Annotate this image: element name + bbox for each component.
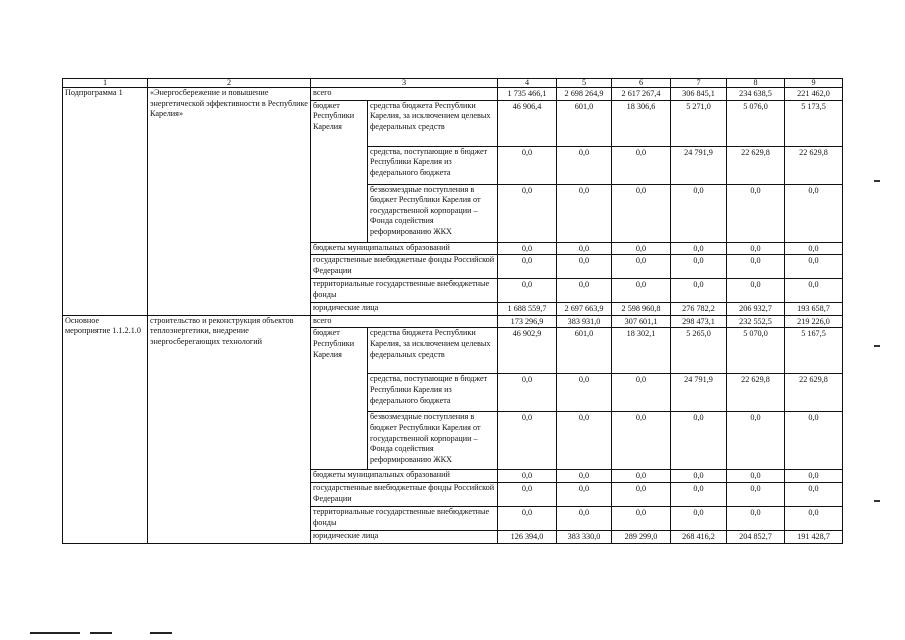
value-cell: 0,0 (727, 506, 785, 530)
value-cell: 24 791,9 (671, 146, 727, 184)
value-cell: 0,0 (612, 255, 671, 279)
value-cell: 0,0 (612, 242, 671, 255)
value-cell: 0,0 (498, 412, 557, 470)
header-cell: 5 (557, 79, 612, 88)
value-cell: 2 697 663,9 (557, 303, 612, 316)
value-cell: 2 598 960,8 (612, 303, 671, 316)
row-label: бюджеты муниципальных образований (311, 470, 498, 483)
row-label: бюджеты муниципальных образований (311, 242, 498, 255)
header-cell: 2 (148, 79, 311, 88)
value-cell: 0,0 (557, 374, 612, 412)
value-cell: 0,0 (727, 184, 785, 242)
value-cell: 1 688 559,7 (498, 303, 557, 316)
value-cell: 221 462,0 (785, 88, 843, 101)
scan-artifact (874, 500, 880, 502)
value-cell: 0,0 (612, 412, 671, 470)
row-label: государственные внебюджетные фонды Российской Федерации (311, 255, 498, 279)
value-cell: 0,0 (612, 482, 671, 506)
value-cell: 0,0 (612, 374, 671, 412)
value-cell: 289 299,0 (612, 530, 671, 543)
value-cell: 298 473,1 (671, 315, 727, 328)
row-label: государственные внебюджетные фонды Российской Федерации (311, 482, 498, 506)
value-cell: 22 629,8 (727, 374, 785, 412)
row-label: территориальные государственные внебюджетные фонды (311, 506, 498, 530)
section-total-row (63, 315, 843, 328)
value-cell: 22 629,8 (727, 146, 785, 184)
header-cell: 1 (63, 79, 148, 88)
value-cell: 22 629,8 (785, 146, 843, 184)
header-cell: 8 (727, 79, 785, 88)
value-cell: 0,0 (612, 184, 671, 242)
section-code: Основное мероприятие 1.1.2.1.0 (63, 315, 148, 543)
value-cell: 0,0 (498, 279, 557, 303)
value-cell: 0,0 (612, 146, 671, 184)
value-cell: 268 416,2 (671, 530, 727, 543)
value-cell: 0,0 (557, 470, 612, 483)
value-cell: 0,0 (671, 470, 727, 483)
value-cell: 0,0 (557, 506, 612, 530)
header-cell: 7 (671, 79, 727, 88)
value-cell: 0,0 (498, 470, 557, 483)
value-cell: 307 601,1 (612, 315, 671, 328)
value-cell: 0,0 (727, 482, 785, 506)
value-cell: 306 845,1 (671, 88, 727, 101)
section-name: строительство и реконструкция объектов теплоэнергетики, внедрение энергосберегающих технологий (148, 315, 311, 543)
value-cell: 204 852,7 (727, 530, 785, 543)
value-cell: 0,0 (498, 482, 557, 506)
value-cell: 5 173,5 (785, 100, 843, 146)
value-cell: 5 070,0 (727, 328, 785, 374)
header-cell: 6 (612, 79, 671, 88)
scan-artifact (90, 632, 112, 634)
value-cell: 46 906,4 (498, 100, 557, 146)
value-cell: 5 271,0 (671, 100, 727, 146)
value-cell: 383 931,0 (557, 315, 612, 328)
row-label: территориальные государственные внебюджетные фонды (311, 279, 498, 303)
value-cell: 126 394,0 (498, 530, 557, 543)
value-cell: 0,0 (785, 255, 843, 279)
value-cell: 0,0 (557, 184, 612, 242)
value-cell: 22 629,8 (785, 374, 843, 412)
value-cell: 0,0 (612, 470, 671, 483)
row-label: безвозмездные поступления в бюджет Республики Карелия от государственной корпорации – Фонда содействия реформированию ЖКХ (368, 184, 498, 242)
value-cell: 0,0 (785, 506, 843, 530)
scan-artifact (874, 180, 880, 182)
section-name: «Энергосбережение и повышение энергетической эффективности в Республике Карелия» (148, 88, 311, 316)
value-cell: 5 265,0 (671, 328, 727, 374)
value-cell: 0,0 (785, 482, 843, 506)
total-label: всего (311, 315, 498, 328)
header-row (63, 79, 843, 88)
value-cell: 0,0 (612, 506, 671, 530)
value-cell: 0,0 (727, 279, 785, 303)
value-cell: 206 932,7 (727, 303, 785, 316)
value-cell: 46 902,9 (498, 328, 557, 374)
section-total-row (63, 88, 843, 101)
value-cell: 0,0 (727, 470, 785, 483)
value-cell: 0,0 (727, 255, 785, 279)
budget-group-label: бюджет Республики Карелия (311, 100, 368, 242)
value-cell: 0,0 (785, 279, 843, 303)
section-code: Подпрограмма 1 (63, 88, 148, 316)
header-cell: 9 (785, 79, 843, 88)
value-cell: 0,0 (498, 146, 557, 184)
value-cell: 0,0 (498, 242, 557, 255)
value-cell: 0,0 (557, 482, 612, 506)
row-label: безвозмездные поступления в бюджет Республики Карелия от государственной корпорации – Фонда содействия реформированию ЖКХ (368, 412, 498, 470)
scan-artifact (30, 632, 80, 634)
value-cell: 0,0 (557, 255, 612, 279)
value-cell: 0,0 (785, 470, 843, 483)
value-cell: 0,0 (671, 506, 727, 530)
value-cell: 0,0 (498, 184, 557, 242)
value-cell: 0,0 (785, 242, 843, 255)
scan-artifact (874, 345, 880, 347)
header-cell: 4 (498, 79, 557, 88)
value-cell: 0,0 (671, 482, 727, 506)
value-cell: 0,0 (785, 184, 843, 242)
value-cell: 232 552,5 (727, 315, 785, 328)
row-label: средства, поступающие в бюджет Республики Карелия из федерального бюджета (368, 374, 498, 412)
value-cell: 383 330,0 (557, 530, 612, 543)
value-cell: 0,0 (671, 255, 727, 279)
value-cell: 1 735 466,1 (498, 88, 557, 101)
value-cell: 2 698 264,9 (557, 88, 612, 101)
total-label: всего (311, 88, 498, 101)
funding-table (62, 78, 843, 544)
value-cell: 276 782,2 (671, 303, 727, 316)
value-cell: 601,0 (557, 328, 612, 374)
value-cell: 0,0 (671, 242, 727, 255)
value-cell: 234 638,5 (727, 88, 785, 101)
row-label: средства, поступающие в бюджет Республики Карелия из федерального бюджета (368, 146, 498, 184)
value-cell: 0,0 (557, 146, 612, 184)
value-cell: 18 302,1 (612, 328, 671, 374)
value-cell: 0,0 (557, 412, 612, 470)
value-cell: 0,0 (671, 279, 727, 303)
value-cell: 5 076,0 (727, 100, 785, 146)
value-cell: 193 658,7 (785, 303, 843, 316)
scan-artifact (150, 632, 172, 634)
value-cell: 0,0 (671, 184, 727, 242)
row-label: средства бюджета Республики Карелия, за исключением целевых федеральных средств (368, 328, 498, 374)
value-cell: 191 428,7 (785, 530, 843, 543)
value-cell: 0,0 (498, 255, 557, 279)
value-cell: 0,0 (498, 374, 557, 412)
value-cell: 0,0 (727, 242, 785, 255)
value-cell: 5 167,5 (785, 328, 843, 374)
row-label: юридические лица (311, 303, 498, 316)
value-cell: 18 306,6 (612, 100, 671, 146)
budget-group-label: бюджет Республики Карелия (311, 328, 368, 470)
value-cell: 0,0 (557, 242, 612, 255)
value-cell: 24 791,9 (671, 374, 727, 412)
document-page (62, 78, 843, 544)
header-cell: 3 (311, 79, 498, 88)
value-cell: 0,0 (612, 279, 671, 303)
row-label: средства бюджета Республики Карелия, за исключением целевых федеральных средств (368, 100, 498, 146)
value-cell: 0,0 (727, 412, 785, 470)
value-cell: 0,0 (671, 412, 727, 470)
value-cell: 0,0 (498, 506, 557, 530)
value-cell: 601,0 (557, 100, 612, 146)
value-cell: 2 617 267,4 (612, 88, 671, 101)
value-cell: 173 296,9 (498, 315, 557, 328)
value-cell: 0,0 (557, 279, 612, 303)
value-cell: 0,0 (785, 412, 843, 470)
value-cell: 219 226,0 (785, 315, 843, 328)
row-label: юридические лица (311, 530, 498, 543)
